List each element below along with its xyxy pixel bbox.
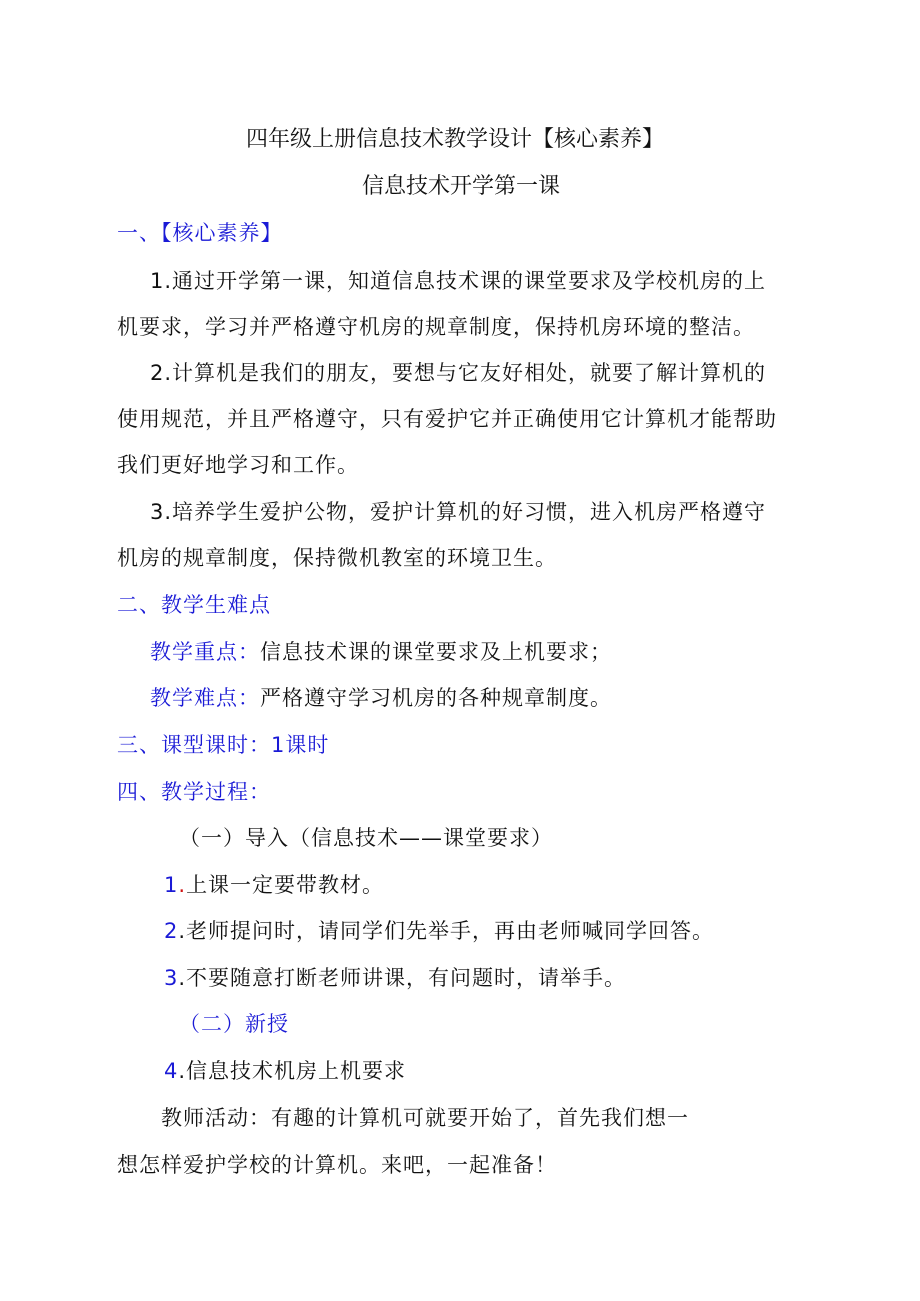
rule-item-3 xyxy=(164,964,626,992)
rule-item-4 xyxy=(164,1057,406,1085)
teacher-activity-line-1: 教师活动：有趣的计算机可就要开始了，首先我们想一 xyxy=(161,1106,689,1130)
subheading-introduction: （一）导入（信息技术——课堂要求） xyxy=(179,826,553,850)
key-point-text: 信息技术课的课堂要求及上机要求； xyxy=(260,640,612,664)
section-heading-lesson-type: 三、课型课时：1课时 xyxy=(117,733,330,757)
rule-number: 4 xyxy=(164,1059,179,1083)
item-number: 3 xyxy=(150,500,165,524)
paragraph-item-2-line-2: 使用规范，并且严格遵守，只有爱护它并正确使用它计算机才能帮助 xyxy=(117,407,777,431)
key-point-line xyxy=(150,638,612,666)
paragraph-item-3-line-1 xyxy=(150,498,766,526)
rule-item-1 xyxy=(164,871,384,899)
paragraph-item-2-line-1 xyxy=(150,359,766,387)
paragraph-item-1-line-1 xyxy=(150,267,766,295)
item-text: .计算机是我们的朋友，要想与它友好相处，就要了解计算机的 xyxy=(164,361,767,385)
paragraph-item-2-line-3: 我们更好地学习和工作。 xyxy=(117,453,359,477)
key-point-label: 教学重点： xyxy=(150,640,260,664)
difficult-point-line xyxy=(150,684,612,712)
rule-text: .信息技术机房上机要求 xyxy=(178,1059,407,1083)
item-number: 1 xyxy=(150,269,165,293)
rule-item-2 xyxy=(164,917,714,945)
difficult-point-text: 严格遵守学习机房的各种规章制度。 xyxy=(260,686,612,710)
section-heading-key-difficult-points: 二、教学生难点 xyxy=(117,593,271,617)
rule-number: 2 xyxy=(164,919,179,943)
item-text: .通过开学第一课，知道信息技术课的课堂要求及学校机房的上 xyxy=(164,269,767,293)
teacher-activity-line-2: 想怎样爱护学校的计算机。来吧，一起准备！ xyxy=(117,1153,557,1177)
subheading-new-lesson: （二）新授 xyxy=(179,1012,289,1036)
document-title: 四年级上册信息技术教学设计【核心素养】 xyxy=(246,127,665,152)
section-heading-teaching-process: 四、教学过程： xyxy=(117,780,271,804)
rule-number: 1 xyxy=(164,873,179,897)
difficult-point-label: 教学难点： xyxy=(150,686,260,710)
rule-number: 3 xyxy=(164,966,179,990)
rule-number-dot: . xyxy=(178,873,187,897)
rule-text: 上课一定要带教材。 xyxy=(186,873,385,897)
document-subtitle: 信息技术开学第一课 xyxy=(362,174,561,199)
section-heading-core-literacy: 一、【核心素养】 xyxy=(117,221,283,245)
item-number: 2 xyxy=(150,361,165,385)
paragraph-item-3-line-2: 机房的规章制度，保持微机教室的环境卫生。 xyxy=(117,546,557,570)
paragraph-item-1-line-2: 机要求，学习并严格遵守机房的规章制度，保持机房环境的整洁。 xyxy=(117,315,755,339)
item-text: .培养学生爱护公物，爱护计算机的好习惯，进入机房严格遵守 xyxy=(164,500,767,524)
rule-text: .老师提问时，请同学们先举手，再由老师喊同学回答。 xyxy=(178,919,715,943)
rule-text: .不要随意打断老师讲课，有问题时，请举手。 xyxy=(178,966,627,990)
